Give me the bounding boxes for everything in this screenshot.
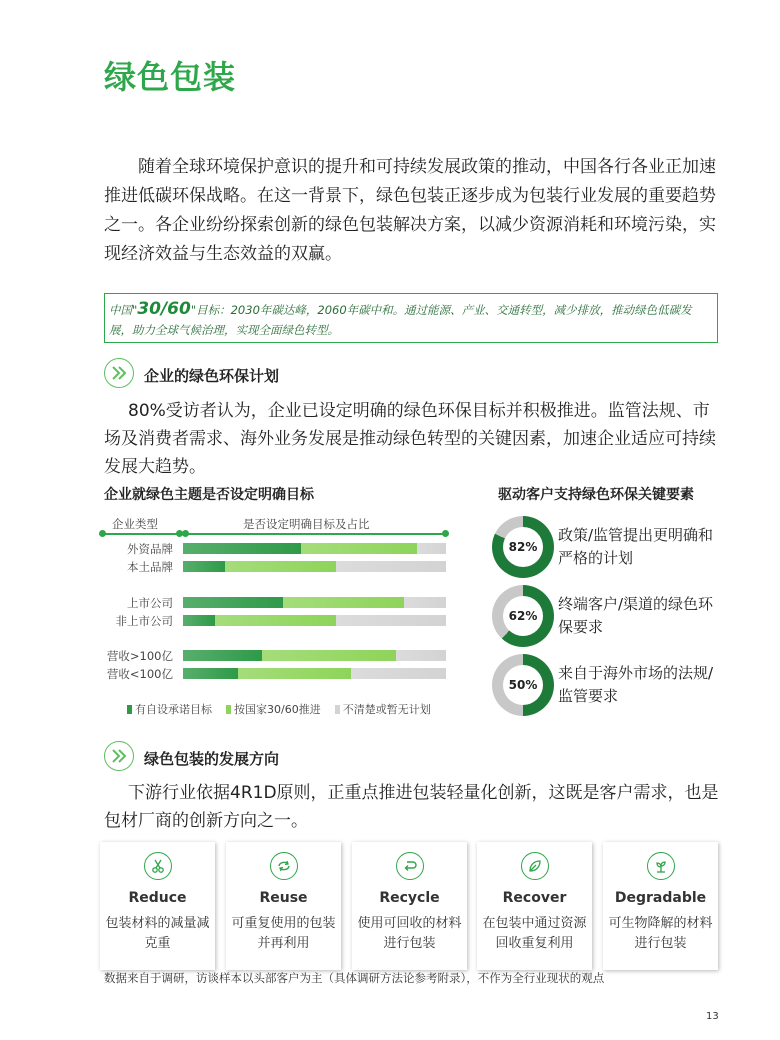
return-icon xyxy=(396,852,424,880)
legend-item xyxy=(335,701,431,717)
card-recover xyxy=(477,842,592,970)
bar-segment-2 xyxy=(283,597,404,608)
donut-ring xyxy=(492,585,554,647)
column-header-ratio: 是否设定明确目标及占比 xyxy=(243,517,370,531)
header-dot xyxy=(99,530,106,537)
donut-ring xyxy=(492,654,554,716)
card-recycle xyxy=(352,842,467,970)
row-label: 上市公司 xyxy=(127,596,173,610)
chart-legend xyxy=(127,701,431,717)
legend-swatch xyxy=(335,705,340,714)
sprout-icon xyxy=(647,852,675,880)
legend-label: 有自设承诺目标 xyxy=(135,703,212,716)
donut-value: 50% xyxy=(503,665,543,705)
legend-label: 不清楚或暂无计划 xyxy=(342,703,431,716)
row-label: 本土品牌 xyxy=(127,560,173,574)
header-dot xyxy=(442,530,449,537)
card-title: Recover xyxy=(502,890,567,906)
section-title: 企业的绿色环保计划 xyxy=(144,367,280,385)
bar-segment-1 xyxy=(183,561,225,572)
donut-label: 终端客户/渠道的绿色环保要求 xyxy=(558,595,714,636)
bar-segment-2 xyxy=(238,668,351,679)
cycle-icon xyxy=(270,852,298,880)
card-degradable xyxy=(603,842,718,970)
row-label: 营收>100亿 xyxy=(106,649,173,663)
section-paragraph: 80%受访者认为，企业已设定明确的绿色环保目标并积极推进。监管法规、市场及消费者需求、海外业务发展是推动绿色转型的关键因素，加速企业适应可持续发展大趋势。 xyxy=(104,401,716,477)
legend-swatch xyxy=(127,705,132,714)
bar-segment-1 xyxy=(183,668,238,679)
scissors-icon xyxy=(144,852,172,880)
donut-value: 62% xyxy=(503,596,543,636)
donut-label: 政策/监管提出更明确和严格的计划 xyxy=(558,526,714,567)
bar-segment-2 xyxy=(215,615,336,626)
callout-prefix: 中国" xyxy=(109,303,138,317)
callout-text: "目标：2030年碳达峰，2060年碳中和。通过能源、产业、交通转型，减少排放，推动绿色低碳发展，助力全球气候治理，实现全面绿色转型。 xyxy=(109,303,692,337)
legend-item xyxy=(226,701,321,717)
bar-segment-3 xyxy=(336,615,446,626)
bar-chart-title: 企业就绿色主题是否设定明确目标 xyxy=(104,487,314,503)
bar-segment-3 xyxy=(417,543,446,554)
row-label: 外资品牌 xyxy=(127,542,173,556)
bar-segment-3 xyxy=(404,597,446,608)
card-reduce xyxy=(100,842,215,970)
row-label: 营收<100亿 xyxy=(106,667,173,681)
bar-segment-3 xyxy=(351,668,446,679)
legend-label: 按国家30/60推进 xyxy=(234,703,321,716)
card-title: Recycle xyxy=(379,890,440,906)
footnote: 数据来自于调研，访谈样本以头部客户为主（具体调研方法论参考附录），不作为全行业现状的观点 xyxy=(104,971,605,985)
row-label: 非上市公司 xyxy=(115,614,173,628)
bar-segment-1 xyxy=(183,597,283,608)
bar-segment-1 xyxy=(183,615,215,626)
callout-highlight: 30/60 xyxy=(137,299,191,319)
card-description: 在包装中通过资源回收重复利用 xyxy=(482,916,587,951)
bar-segment-1 xyxy=(183,650,262,661)
card-description: 使用可回收的材料进行包装 xyxy=(357,916,462,951)
bar-segment-2 xyxy=(225,561,335,572)
intro-paragraph: 随着全球环境保护意识的提升和可持续发展政策的推动，中国各行各业正加速推进低碳环保战略。在这一背景下，绿色包装正逐步成为包装行业发展的重要趋势之一。各企业纷纷探索创新的绿色包装解决方案，以减少资源消耗和环境污染，实现经济效益与生态效益的双赢。 xyxy=(104,157,716,264)
header-underline xyxy=(185,533,445,535)
chevron-right-icon xyxy=(104,741,134,771)
ring-chart-title: 驱动客户支持绿色环保关键要素 xyxy=(498,487,694,503)
column-header-type: 企业类型 xyxy=(112,517,158,531)
header-dot xyxy=(182,530,189,537)
section-paragraph: 下游行业依据4R1D原则，正重点推进包装轻量化创新，这既是客户需求，也是包材厂商的创新方向之一。 xyxy=(104,783,719,831)
donut-label: 来自于海外市场的法规/监管要求 xyxy=(558,664,714,705)
header-underline xyxy=(102,533,180,535)
bar-segment-2 xyxy=(301,543,417,554)
bar-segment-2 xyxy=(262,650,396,661)
card-title: Degradable xyxy=(614,890,707,906)
section-title: 绿色包装的发展方向 xyxy=(144,750,280,768)
card-title: Reduce xyxy=(128,890,187,906)
legend-swatch xyxy=(226,705,231,714)
bar-segment-1 xyxy=(183,543,301,554)
bar-segment-3 xyxy=(336,561,446,572)
page-number: 13 xyxy=(706,1011,719,1022)
chevron-right-icon xyxy=(104,358,134,388)
card-description: 可生物降解的材料进行包装 xyxy=(608,916,713,951)
leaf-icon xyxy=(521,852,549,880)
callout-box xyxy=(104,293,718,343)
donut-ring xyxy=(492,516,554,578)
card-description: 可重复使用的包装并再利用 xyxy=(231,916,336,951)
card-description: 包装材料的减量减克重 xyxy=(105,916,210,951)
legend-item xyxy=(127,701,212,717)
card-reuse xyxy=(226,842,341,970)
bar-segment-3 xyxy=(396,650,446,661)
donut-value: 82% xyxy=(503,527,543,567)
card-title: Reuse xyxy=(259,890,308,906)
page-title: 绿色包装 xyxy=(104,58,237,96)
